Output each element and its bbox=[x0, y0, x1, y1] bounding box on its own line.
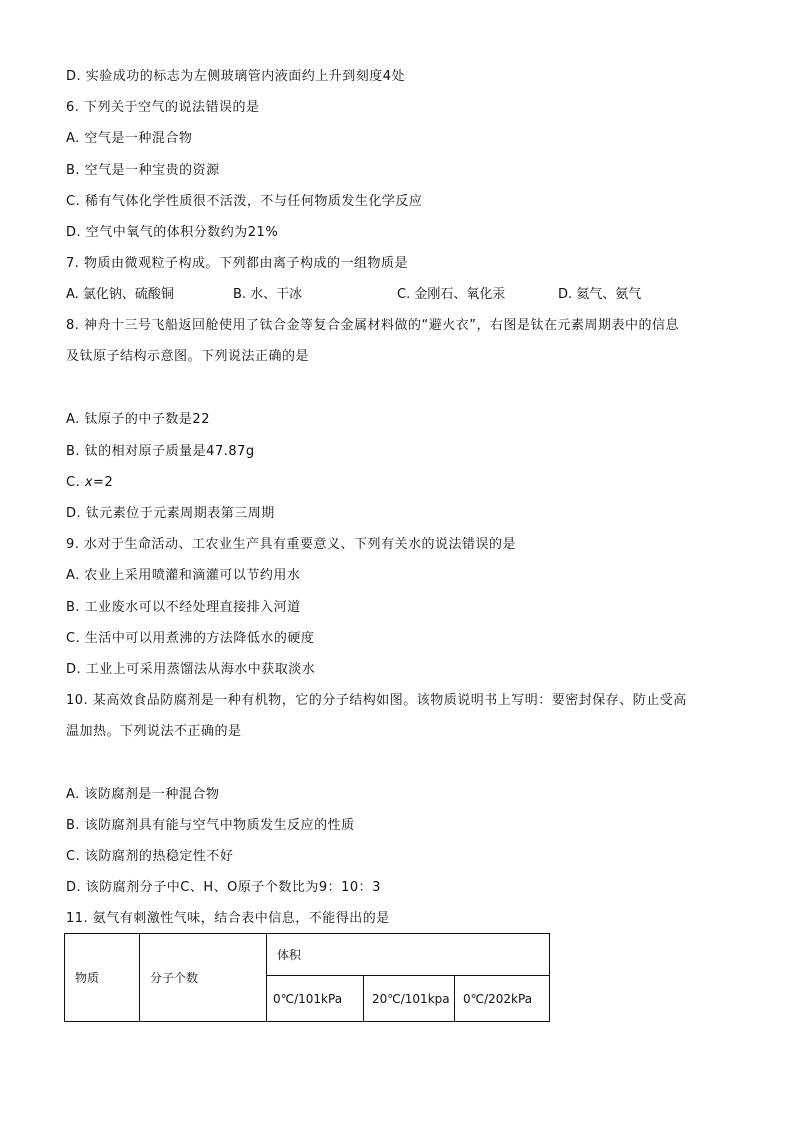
q9-stem: 9. 水对于生命活动、工农业生产具有重要意义、下列有关水的说法错误的是 bbox=[66, 537, 517, 552]
q7-option-a: A. 氯化钠、硫酸铜 bbox=[66, 287, 174, 302]
q8-option-b: B. 钛的相对原子质量是47.87g bbox=[66, 444, 255, 459]
q8-option-d: D. 钛元素位于元素周期表第三周期 bbox=[66, 506, 275, 521]
q6-option-a: A. 空气是一种混合物 bbox=[66, 131, 193, 146]
q11-stem: 11. 氨气有刺激性气味，结合表中信息，不能得出的是 bbox=[66, 911, 390, 926]
q7-option-c: C. 金刚石、氧化汞 bbox=[397, 287, 506, 302]
q6-option-d: D. 空气中氧气的体积分数约为21% bbox=[66, 225, 279, 240]
q8-option-c bbox=[66, 475, 113, 491]
header-condition-20c-101kpa: 20℃/101kpa bbox=[364, 976, 455, 1022]
q9-option-a: A. 农业上采用喷灌和滴灌可以节约用水 bbox=[66, 568, 301, 583]
q5-option-d: D. 实验成功的标志为左侧玻璃管内液面约上升到刻度4处 bbox=[66, 69, 406, 84]
q9-option-d: D. 工业上可采用蒸馏法从海水中获取淡水 bbox=[66, 662, 316, 677]
q8-stem-line1: 8. 神舟十三号飞船返回舱使用了钛合金等复合金属材料做的“避火衣”，右图是钛在元素周期表中的信息 bbox=[66, 318, 680, 333]
q6-option-c: C. 稀有气体化学性质很不活泼，不与任何物质发生化学反应 bbox=[66, 194, 423, 209]
q11-table bbox=[64, 933, 550, 1022]
q10-stem-line2: 温加热。下列说法不正确的是 bbox=[66, 724, 242, 739]
header-molecule-count: 分子个数 bbox=[140, 934, 267, 1022]
q10-stem-line1: 10. 某高效食品防腐剂是一种有机物，它的分子结构如图。该物质说明书上写明：要密封保存、防止受高 bbox=[66, 693, 687, 708]
q6-stem: 6. 下列关于空气的说法错误的是 bbox=[66, 100, 260, 115]
header-condition-0c-101kpa: 0℃/101kPa bbox=[267, 976, 364, 1022]
q8-option-c-value: =2 bbox=[93, 475, 114, 490]
q8-variable-x: x bbox=[84, 475, 94, 490]
q10-option-d: D. 该防腐剂分子中C、H、O原子个数比为9：10：3 bbox=[66, 880, 381, 895]
q6-option-b: B. 空气是一种宝贵的资源 bbox=[66, 163, 220, 178]
q7-option-d: D. 氦气、氨气 bbox=[558, 287, 642, 302]
q10-option-b: B. 该防腐剂具有能与空气中物质发生反应的性质 bbox=[66, 818, 355, 833]
header-condition-0c-202kpa: 0℃/202kPa bbox=[455, 976, 550, 1022]
q8-option-a: A. 钛原子的中子数是22 bbox=[66, 412, 210, 427]
q9-option-c: C. 生活中可以用煮沸的方法降低水的硬度 bbox=[66, 631, 315, 646]
q7-stem: 7. 物质由微观粒子构成。下列都由离子构成的一组物质是 bbox=[66, 256, 409, 271]
q7-option-b: B. 水、干冰 bbox=[233, 287, 303, 302]
header-volume: 体积 bbox=[267, 934, 550, 976]
q9-option-b: B. 工业废水可以不经处理直接排入河道 bbox=[66, 600, 301, 615]
q8-option-c-prefix: C. bbox=[66, 475, 85, 490]
q10-option-c: C. 该防腐剂的热稳定性不好 bbox=[66, 849, 234, 864]
q8-stem-line2: 及钛原子结构示意图。下列说法正确的是 bbox=[66, 349, 310, 364]
header-substance: 物质 bbox=[65, 934, 140, 1022]
q10-option-a: A. 该防腐剂是一种混合物 bbox=[66, 787, 220, 802]
